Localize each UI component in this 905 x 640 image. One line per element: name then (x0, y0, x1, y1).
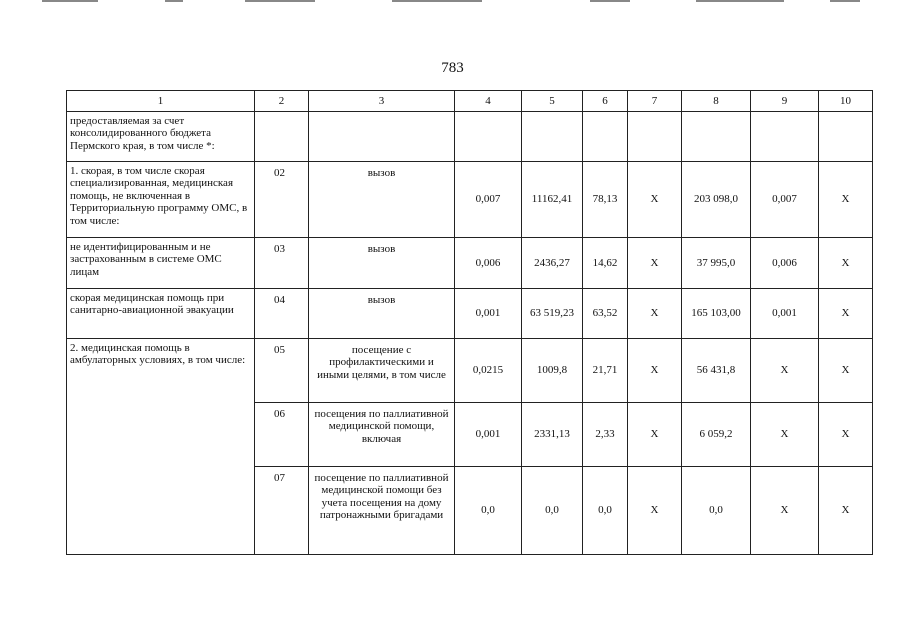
value-cell (682, 112, 751, 162)
value-cell: Х (751, 467, 819, 555)
scan-edge-line (830, 0, 860, 2)
unit-cell: вызов (309, 162, 455, 238)
value-cell: Х (628, 339, 682, 403)
value-cell: Х (819, 339, 873, 403)
value-cell: 2,33 (583, 403, 628, 467)
row-label: 1. скорая, в том числе скорая специализированная, медицинская помощь, не включенная в Территориальную программу ОМС, в том числе: (67, 162, 255, 238)
row-code (255, 112, 309, 162)
value-cell: 0,006 (455, 238, 522, 289)
row-code: 02 (255, 162, 309, 238)
value-cell: Х (628, 467, 682, 555)
header-cell: 1 (67, 91, 255, 112)
value-cell: Х (819, 403, 873, 467)
row-code: 03 (255, 238, 309, 289)
value-cell: 1009,8 (522, 339, 583, 403)
value-cell: 63,52 (583, 289, 628, 339)
value-cell: 2436,27 (522, 238, 583, 289)
row-label: 2. медицинская помощь в амбулаторных условиях, в том числе: (67, 339, 255, 555)
value-cell: 0,0 (583, 467, 628, 555)
header-row (67, 91, 873, 112)
header-cell: 3 (309, 91, 455, 112)
value-cell: 21,71 (583, 339, 628, 403)
value-cell: 2331,13 (522, 403, 583, 467)
value-cell: Х (628, 289, 682, 339)
unit-cell: вызов (309, 289, 455, 339)
scan-edge-line (696, 0, 784, 2)
value-cell (583, 112, 628, 162)
scan-edge-line (392, 0, 482, 2)
value-cell: 0,0 (682, 467, 751, 555)
scan-edge-line (245, 0, 315, 2)
row-label: не идентифицированным и не застрахованным в системе ОМС лицам (67, 238, 255, 289)
value-cell: 0,001 (751, 289, 819, 339)
value-cell: 14,62 (583, 238, 628, 289)
table-row (67, 162, 873, 238)
row-label: предоставляемая за счет консолидированного бюджета Пермского края, в том числе *: (67, 112, 255, 162)
header-cell: 2 (255, 91, 309, 112)
table-row (67, 289, 873, 339)
budget-table (66, 90, 873, 555)
table-row (67, 112, 873, 162)
unit-cell: вызов (309, 238, 455, 289)
value-cell: 63 519,23 (522, 289, 583, 339)
value-cell: 0,006 (751, 238, 819, 289)
value-cell (522, 112, 583, 162)
table-row (67, 238, 873, 289)
value-cell: 0,007 (455, 162, 522, 238)
value-cell: Х (819, 289, 873, 339)
value-cell: 0,001 (455, 289, 522, 339)
unit-cell: посещения по паллиативной медицинской помощи, включая (309, 403, 455, 467)
header-cell: 9 (751, 91, 819, 112)
value-cell: 6 059,2 (682, 403, 751, 467)
value-cell: 203 098,0 (682, 162, 751, 238)
row-label: скорая медицинская помощь при санитарно-авиационной эвакуации (67, 289, 255, 339)
value-cell: 78,13 (583, 162, 628, 238)
scan-edge-line (165, 0, 183, 2)
value-cell: 0,0215 (455, 339, 522, 403)
value-cell: 11162,41 (522, 162, 583, 238)
value-cell: Х (628, 162, 682, 238)
value-cell: 56 431,8 (682, 339, 751, 403)
value-cell: 0,0 (455, 467, 522, 555)
table-row (67, 339, 873, 403)
value-cell: Х (628, 403, 682, 467)
page-number: 783 (441, 60, 464, 76)
value-cell: 165 103,00 (682, 289, 751, 339)
row-code: 07 (255, 467, 309, 555)
value-cell: 0,001 (455, 403, 522, 467)
header-cell: 7 (628, 91, 682, 112)
unit-cell: посещение по паллиативной медицинской помощи без учета посещения на дому патронажными бригадами (309, 467, 455, 555)
row-code: 04 (255, 289, 309, 339)
header-cell: 10 (819, 91, 873, 112)
value-cell: Х (819, 162, 873, 238)
row-code: 06 (255, 403, 309, 467)
header-cell: 5 (522, 91, 583, 112)
unit-cell (309, 112, 455, 162)
value-cell: 0,007 (751, 162, 819, 238)
value-cell: Х (819, 238, 873, 289)
value-cell: Х (751, 339, 819, 403)
value-cell: 37 995,0 (682, 238, 751, 289)
scan-edge-line (42, 0, 98, 2)
value-cell: 0,0 (522, 467, 583, 555)
value-cell: Х (751, 403, 819, 467)
scan-edge-line (590, 0, 630, 2)
header-cell: 8 (682, 91, 751, 112)
header-cell: 6 (583, 91, 628, 112)
value-cell: Х (628, 238, 682, 289)
value-cell (751, 112, 819, 162)
header-cell: 4 (455, 91, 522, 112)
value-cell (628, 112, 682, 162)
row-code: 05 (255, 339, 309, 403)
value-cell: Х (819, 467, 873, 555)
value-cell (819, 112, 873, 162)
value-cell (455, 112, 522, 162)
unit-cell: посещение с профилактическими и иными целями, в том числе (309, 339, 455, 403)
